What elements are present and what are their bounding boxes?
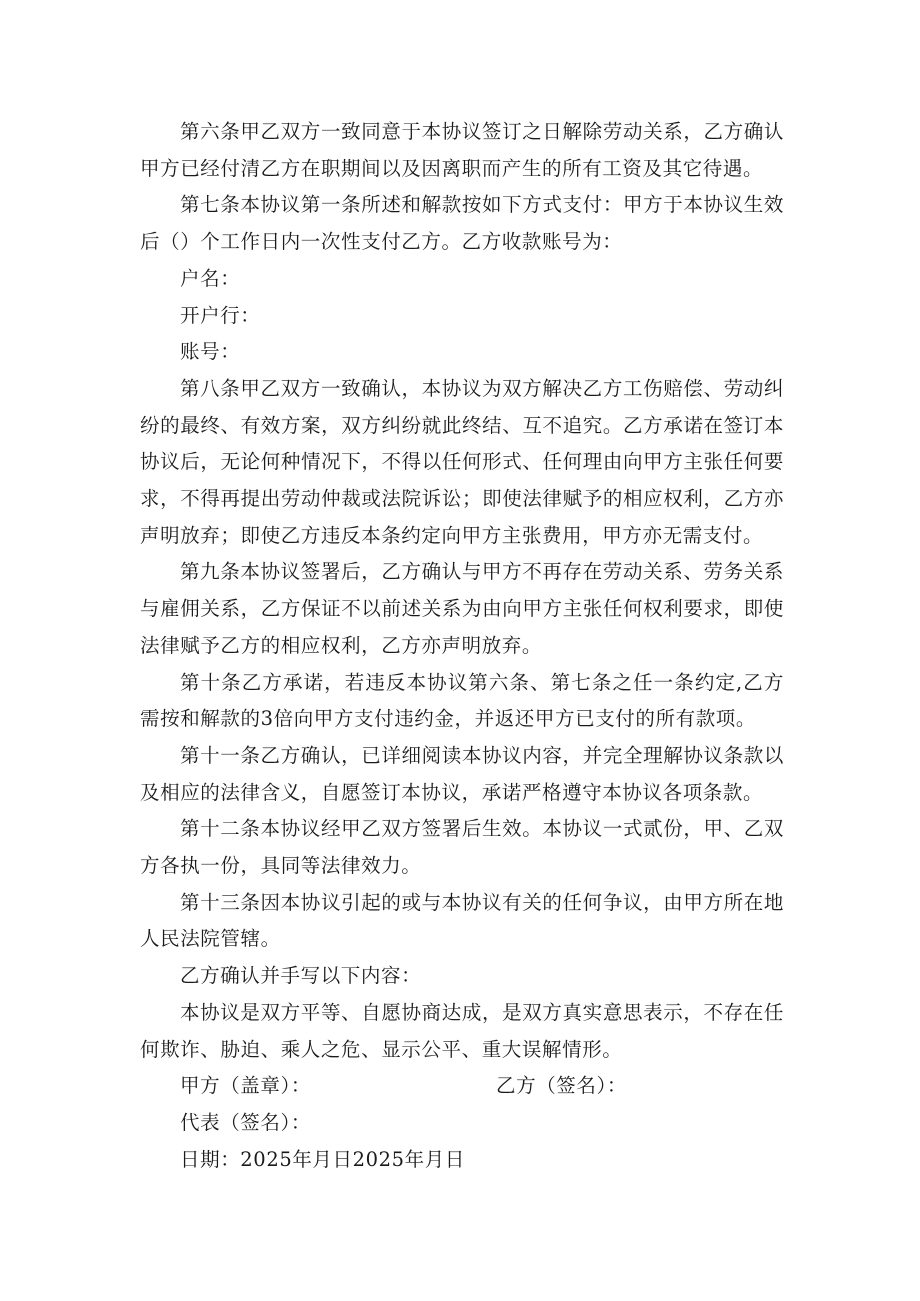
account-number-line: 账号： [180, 340, 241, 364]
clause-6: 第六条甲乙双方一致同意于本协议签订之日解除劳动关系，乙方确认甲方已经付清乙方在职期间以及因离职而产生的所有工资及其它待遇。 [140, 120, 784, 180]
handwrite-instruction: 乙方确认并手写以下内容： [180, 964, 422, 988]
representative-row [140, 1105, 784, 1142]
party-a-seal-label: 甲方（盖章）： [180, 1074, 311, 1098]
date-row [140, 1142, 784, 1179]
clause-11: 第十一条乙方确认，已详细阅读本协议内容，并完全理解协议条款以及相应的法律含义，自愿签订本协议，承诺严格遵守本协议各项条款。 [140, 743, 784, 804]
clause-7: 第七条本协议第一条所述和解款按如下方式支付：甲方于本协议生效后（）个工作日内一次性支付乙方。乙方收款账号为： [140, 193, 784, 254]
representative-signature-label: 代表（签名）： [180, 1110, 311, 1134]
date-line: 日期：2025年月日2025年月日 [180, 1147, 465, 1171]
bank-line: 开户行： [180, 303, 261, 327]
clause-8: 第八条甲乙双方一致确认，本协议为双方解决乙方工伤赔偿、劳动纠纷的最终、有效方案，双方纠纷就此终结、互不追究。乙方承诺在签订本协议后，无论何种情况下，不得以任何形式、任何理由向甲方主张任何要求，不得再提出劳动仲裁或法院诉讼；即使法律赋予的相应权利，乙方亦声明放弃；即使乙方违反本条约定向甲方主张费用，甲方亦无需支付。 [140, 376, 784, 547]
clause-13: 第十三条因本协议引起的或与本协议有关的任何争议，由甲方所在地人民法院管辖。 [140, 890, 784, 951]
signature-row [140, 1068, 784, 1105]
clause-9: 第九条本协议签署后，乙方确认与甲方不再存在劳动关系、劳务关系与雇佣关系，乙方保证不以前述关系为由向甲方主张任何权利要求，即使法律赋予乙方的相应权利，乙方亦声明放弃。 [140, 560, 784, 657]
clause-12: 第十二条本协议经甲乙双方签署后生效。本协议一式贰份，甲、乙双方各执一份，具同等法律效力。 [140, 817, 784, 878]
handwrite-statement: 本协议是双方平等、自愿协商达成，是双方真实意思表示，不存在任何欺诈、胁迫、乘人之危、显示公平、重大误解情形。 [140, 1000, 784, 1061]
clause-10: 第十条乙方承诺，若违反本协议第六条、第七条之任一条约定,乙方需按和解款的3倍向甲方支付违约金，并返还甲方已支付的所有款项。 [140, 670, 784, 731]
party-b-signature-label: 乙方（签名）： [496, 1074, 627, 1098]
agreement-body [140, 114, 784, 1178]
account-name-line: 户名： [180, 266, 241, 290]
